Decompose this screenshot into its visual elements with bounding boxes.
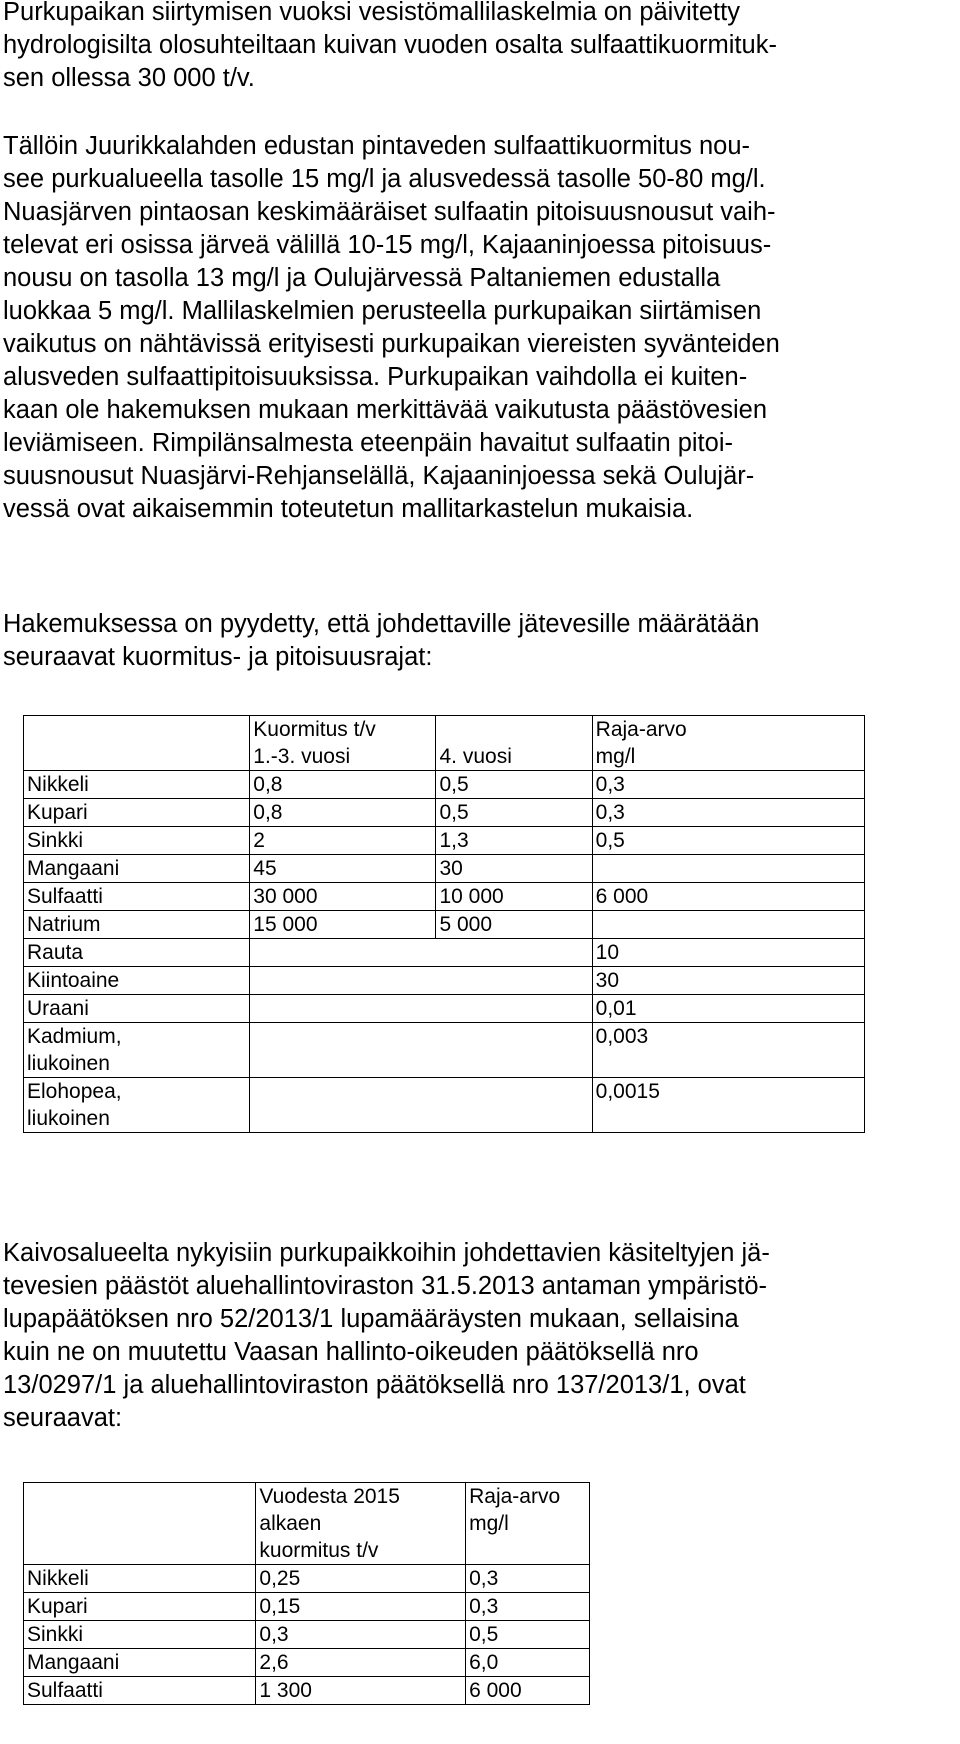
table-cell (250, 1023, 592, 1078)
text-line: alusveden sulfaattipitoisuuksissa. Purkupaikan vaihdolla ei kuiten- (3, 363, 748, 391)
table-cell: 0,8 (250, 799, 436, 827)
paragraph-hydrology-update (3, 0, 948, 95)
table-cell: Mangaani (24, 1649, 256, 1677)
table-cell: 0,15 (256, 1593, 466, 1621)
text-line: see purkualueella tasolle 15 mg/l ja alusvedessä tasolle 50-80 mg/l. (3, 165, 766, 193)
table-cell: 30 (436, 855, 592, 883)
table-row (24, 1621, 590, 1649)
table-row (24, 1565, 590, 1593)
header-label: alkaen (259, 1512, 322, 1535)
table-cell (592, 911, 864, 939)
text-line: hydrologisilta olosuhteiltaan kuivan vuoden osalta sulfaattikuormituk- (3, 31, 777, 59)
text-line: Purkupaikan siirtymisen vuoksi vesistömallilaskelmia on päivitetty (3, 0, 740, 26)
header-label: Vuodesta 2015 (259, 1485, 400, 1508)
table-header-row (24, 716, 865, 771)
text-line: kaan ole hakemuksen mukaan merkittävää vaikutusta päästövesien (3, 396, 768, 424)
table-cell: 1,3 (436, 827, 592, 855)
table-cell: Sulfaatti (24, 883, 250, 911)
table-cell: 30 000 (250, 883, 436, 911)
table-row (24, 883, 865, 911)
text-line: luokkaa 5 mg/l. Mallilaskelmien perusteella purkupaikan siirtämisen (3, 297, 762, 325)
table-cell: 0,3 (592, 799, 864, 827)
header-label: Kuormitus t/v (253, 718, 376, 741)
table-row (24, 995, 865, 1023)
text-line: suusnousut Nuasjärvi-Rehjanselällä, Kajaaninjoessa sekä Oulujär- (3, 462, 755, 490)
table-cell: 30 (592, 967, 864, 995)
text-line: tevesien päästöt aluehallintoviraston 31.5.2013 antaman ympäristö- (3, 1272, 768, 1300)
text-line: vaikutus on nähtävissä erityisesti purkupaikan viereisten syvänteiden (3, 330, 780, 358)
table-cell: 2,6 (256, 1649, 466, 1677)
table-cell: Kiintoaine (24, 967, 250, 995)
header-label: 4. vuosi (439, 745, 512, 768)
table-row (24, 939, 865, 967)
header-label: 1.-3. vuosi (253, 745, 351, 768)
table-header-row (24, 1483, 590, 1565)
table-cell: 0,5 (436, 771, 592, 799)
header-label: mg/l (469, 1512, 509, 1535)
table-cell: 0,3 (592, 771, 864, 799)
table-row (24, 1078, 865, 1133)
table-cell (250, 967, 592, 995)
table-cell: 0,5 (592, 827, 864, 855)
text-line: leviämiseen. Rimpilänsalmesta eteenpäin havaitut sulfaatin pitoi- (3, 429, 733, 457)
table-cell: 0,0015 (592, 1078, 864, 1133)
header-label: Raja-arvo (469, 1485, 561, 1508)
table-cell: 0,5 (466, 1621, 590, 1649)
table-cell: 1 300 (256, 1677, 466, 1705)
text-line: Tällöin Juurikkalahden edustan pintaveden sulfaattikuormitus nou- (3, 132, 751, 160)
table-row (24, 855, 865, 883)
text-line: lupapäätöksen nro 52/2013/1 lupamääräysten mukaan, sellaisina (3, 1305, 739, 1333)
table-cell: Kupari (24, 1593, 256, 1621)
table-cell: 0,3 (466, 1565, 590, 1593)
table-row (24, 1593, 590, 1621)
table-cell: Nikkeli (24, 1565, 256, 1593)
table-cell (24, 1023, 250, 1078)
text-line: seuraavat kuormitus- ja pitoisuusrajat: (3, 643, 433, 671)
table-cell: Uraani (24, 995, 250, 1023)
table-cell: 0,8 (250, 771, 436, 799)
text-line: Hakemuksessa on pyydetty, että johdettaville jätevesille määrätään (3, 610, 760, 638)
table-cell (24, 1078, 250, 1133)
header-label: mg/l (595, 745, 636, 768)
table-cell: 0,3 (256, 1621, 466, 1649)
text-line: televat eri osissa järveä välillä 10-15 mg/l, Kajaaninjoessa pitoisuus- (3, 231, 772, 259)
cell-line: liukoinen (27, 1107, 110, 1130)
table-cell: Natrium (24, 911, 250, 939)
table-cell: 6,0 (466, 1649, 590, 1677)
table-row (24, 1023, 865, 1078)
table-cell: 10 (592, 939, 864, 967)
cell-line: liukoinen (27, 1052, 110, 1075)
table-cell (24, 1483, 256, 1565)
table-cell: Sinkki (24, 1621, 256, 1649)
table-row (24, 799, 865, 827)
paragraph-requested-limits (3, 608, 948, 674)
table-cell (250, 995, 592, 1023)
table-cell: 6 000 (466, 1677, 590, 1705)
table-cell (24, 716, 250, 771)
text-line: vessä ovat aikaisemmin toteutetun mallitarkastelun mukaisia. (3, 495, 694, 523)
table-row (24, 1649, 590, 1677)
cell-line: Kadmium, (27, 1025, 122, 1048)
table-row (24, 827, 865, 855)
table-header-cell (436, 716, 592, 771)
text-line: nousu on tasolla 13 mg/l ja Oulujärvessä Paltaniemen edustalla (3, 264, 721, 292)
text-line: sen ollessa 30 000 t/v. (3, 64, 255, 92)
table-cell: Kupari (24, 799, 250, 827)
table-cell: 15 000 (250, 911, 436, 939)
paragraph-current-permit (3, 1237, 948, 1435)
requested-limits-table (23, 715, 865, 1133)
table-cell: 45 (250, 855, 436, 883)
table-cell: 0,01 (592, 995, 864, 1023)
table-cell (250, 939, 592, 967)
table-cell: 0,003 (592, 1023, 864, 1078)
table-row (24, 967, 865, 995)
table-cell: 6 000 (592, 883, 864, 911)
table-row (24, 1677, 590, 1705)
table-cell: 10 000 (436, 883, 592, 911)
table-cell: Rauta (24, 939, 250, 967)
paragraph-sulfate-modeling (3, 130, 948, 526)
text-line: kuin ne on muutettu Vaasan hallinto-oikeuden päätöksellä nro (3, 1338, 699, 1366)
table-cell: 5 000 (436, 911, 592, 939)
table-row (24, 911, 865, 939)
table-row (24, 771, 865, 799)
table-header-cell (250, 716, 436, 771)
text-line: 13/0297/1 ja aluehallintoviraston päätöksellä nro 137/2013/1, ovat (3, 1371, 746, 1399)
header-label: Raja-arvo (595, 718, 687, 741)
table-cell (250, 1078, 592, 1133)
cell-line: Elohopea, (27, 1080, 122, 1103)
text-line: Nuasjärven pintaosan keskimääräiset sulfaatin pitoisuusnousut vaih- (3, 198, 776, 226)
table-cell: Mangaani (24, 855, 250, 883)
table-cell (592, 855, 864, 883)
table-header-cell (592, 716, 864, 771)
text-line: seuraavat: (3, 1404, 123, 1432)
header-label: kuormitus t/v (259, 1539, 379, 1562)
table-cell: 2 (250, 827, 436, 855)
table-cell: Sinkki (24, 827, 250, 855)
table-cell: Sulfaatti (24, 1677, 256, 1705)
table-cell: 0,5 (436, 799, 592, 827)
text-line: Kaivosalueelta nykyisiin purkupaikkoihin johdettavien käsiteltyjen jä- (3, 1239, 770, 1267)
current-permit-limits-table (23, 1482, 590, 1705)
table-header-cell (256, 1483, 466, 1565)
table-header-cell (466, 1483, 590, 1565)
table-cell: 0,25 (256, 1565, 466, 1593)
table-cell: 0,3 (466, 1593, 590, 1621)
table-cell: Nikkeli (24, 771, 250, 799)
